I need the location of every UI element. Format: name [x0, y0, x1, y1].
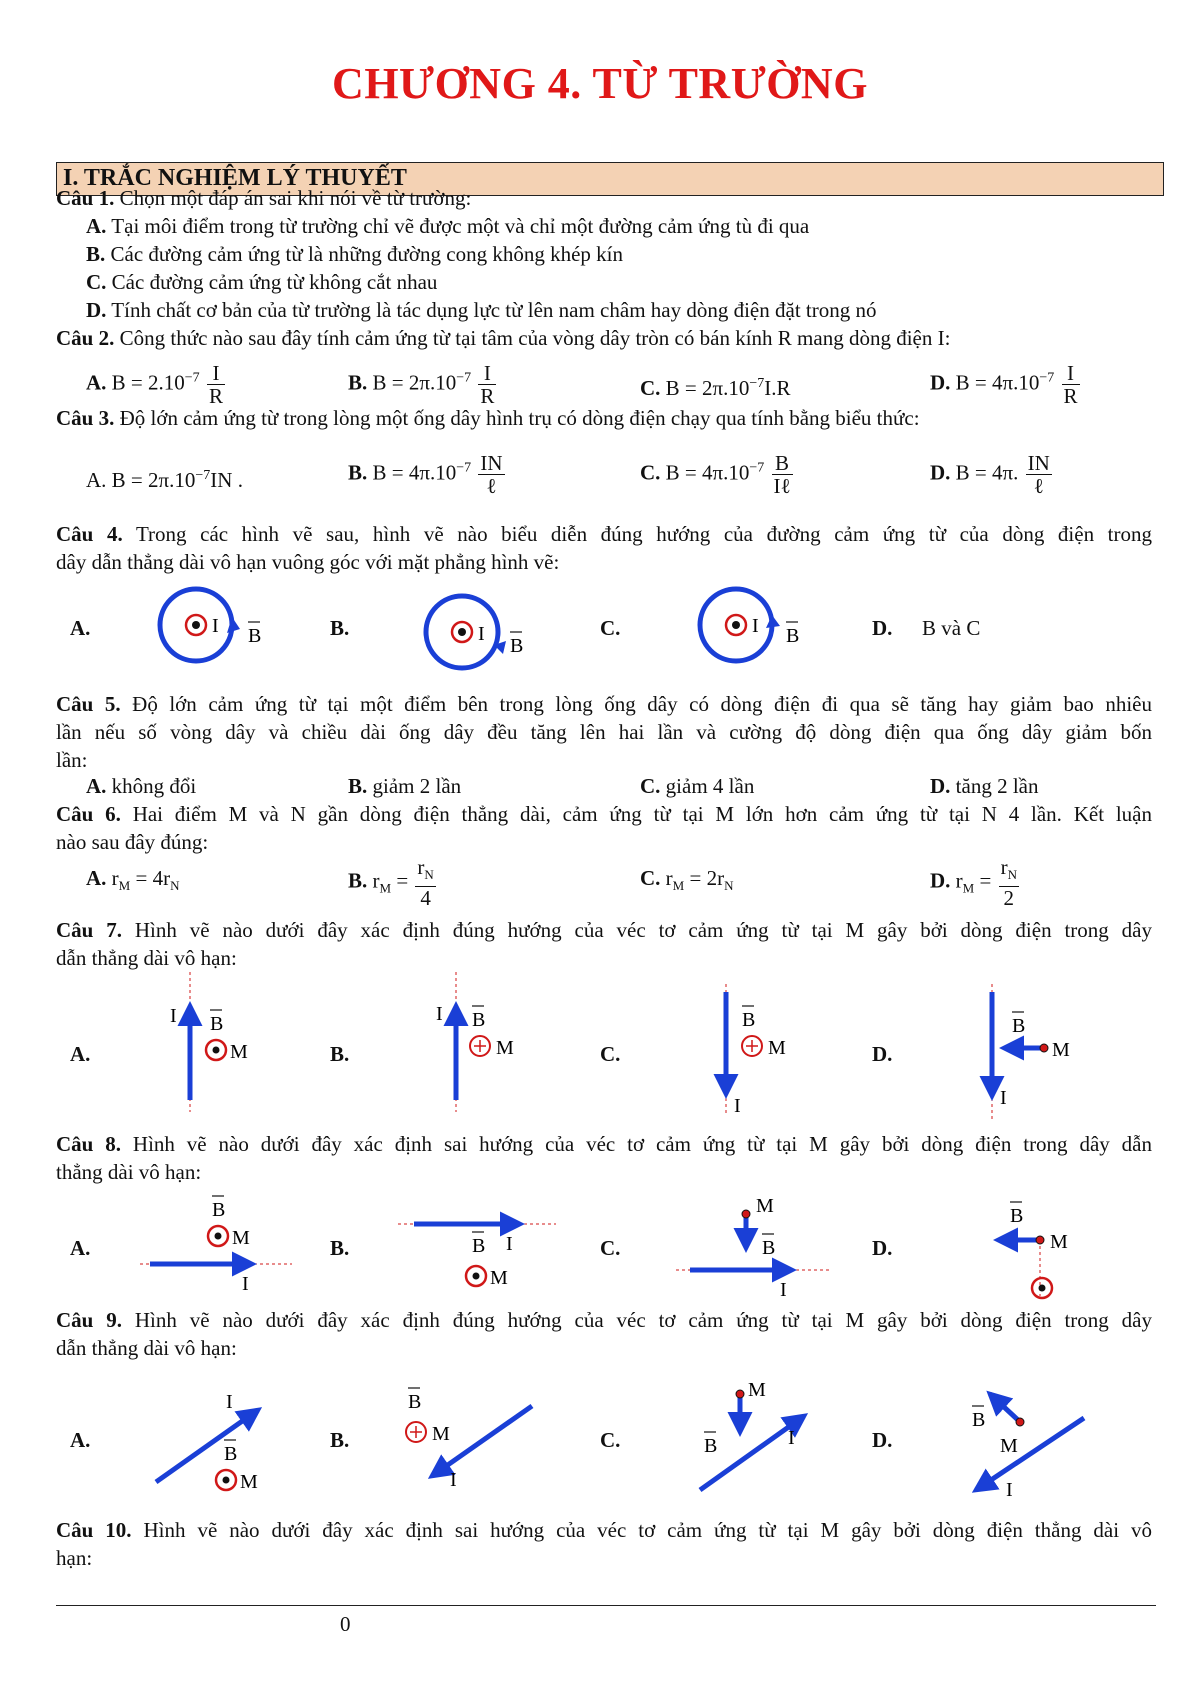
q4-a-current-label: I [212, 615, 219, 637]
q8-d-field-label: B [1010, 1205, 1024, 1227]
question-5-line1: Câu 5. Độ lớn cảm ứng từ tại một điểm bên trong lòng ống dây có dòng điện đi qua sẽ tăng hay giảm bao nhiêu [56, 692, 1152, 716]
q7-d-point-label: M [1052, 1039, 1070, 1061]
q4-label-d: D. [872, 616, 893, 640]
q4-b-current-label: I [478, 623, 485, 645]
question-10-line2: hạn: [56, 1546, 93, 1570]
q6-option-d: D. $r_M$ = $\frac{r_N}{2}$ [930, 855, 1017, 911]
q5-option-c: C. giảm 4 lần [640, 774, 755, 798]
q7-label-d: D. [872, 1042, 893, 1066]
q4-c-current-label: I [752, 615, 759, 637]
q4-figure-c [700, 589, 780, 661]
q8-figure-a [140, 1226, 292, 1264]
page-title: CHƯƠNG 4. TỪ TRƯỜNG [332, 59, 868, 108]
q8-label-a: A. [70, 1236, 91, 1260]
q8-label-c: C. [600, 1236, 621, 1260]
question-5-line3: lần: [56, 748, 88, 772]
q9-d-current-label: I [1006, 1479, 1013, 1501]
q2-option-b: B. $B = 2\pi.10^{-7}$ $\frac{I}{R}$ [348, 361, 495, 408]
q8-a-field-label: B [212, 1199, 226, 1221]
q7-label-b: B. [330, 1042, 350, 1066]
q1-option-c: C. Các đường cảm ứng từ không cắt nhau [86, 270, 438, 294]
q6-option-b: B. $r_M$ = $\frac{r_N}{4}$ [348, 855, 434, 911]
q4-label-a: A. [70, 616, 91, 640]
q7-a-point-label: M [230, 1041, 248, 1063]
q9-b-point-label: M [432, 1423, 450, 1445]
q7-label-c: C. [600, 1042, 621, 1066]
question-4-line2: dây dẫn thẳng dài vô hạn vuông góc với mặt phẳng hình vẽ: [56, 550, 560, 574]
q7-figure-a [190, 972, 226, 1112]
q2-option-d: D. $B = 4\pi.10^{-7}$ $\frac{I}{R}$ [930, 361, 1078, 408]
question-7-line1: Câu 7. Hình vẽ nào dưới đây xác định đúng hướng của véc tơ cảm ứng từ tại M gây bởi dòng điện trong dây [56, 918, 1152, 942]
q9-c-current-label: I [788, 1427, 795, 1449]
q3-option-c: C. $B = 4\pi.10^{-7}$ $\frac{B}{\text{Iℓ}}$ [640, 451, 791, 498]
q9-b-current-label: I [450, 1469, 457, 1491]
q4-figure-b [426, 596, 506, 668]
question-2: Câu 2. Công thức nào sau đây tính cảm ứng từ tại tâm của vòng dây tròn có bán kính R mang dòng điện I: [56, 326, 951, 350]
q4-a-field-label: B [248, 625, 262, 647]
question-9-line2: dẫn thẳng dài vô hạn: [56, 1336, 237, 1360]
q7-d-field-label: B [1012, 1015, 1026, 1037]
question-9-line1: Câu 9. Hình vẽ nào dưới đây xác định đúng hướng của véc tơ cảm ứng từ tại M gây bởi dòng điện trong dây [56, 1308, 1152, 1332]
q9-label-d: D. [872, 1428, 893, 1452]
q4-label-b: B. [330, 616, 350, 640]
question-6-line2: nào sau đây đúng: [56, 830, 209, 854]
q4-label-c: C. [600, 616, 621, 640]
page-number: 0 [340, 1612, 351, 1636]
q4-option-d-text: B và C [922, 616, 981, 640]
q7-c-point-label: M [768, 1037, 786, 1059]
q4-c-field-label: B [786, 625, 800, 647]
q8-c-current-label: I [780, 1279, 787, 1301]
q2-option-c: C. $B = 2\pi.10^{-7}I.R$ [640, 376, 791, 400]
q9-c-point-label: M [748, 1379, 766, 1401]
q9-d-field-label: B [972, 1409, 986, 1431]
section-title: I. TRẮC NGHIỆM LÝ THUYẾT [63, 165, 407, 191]
q7-d-current-label: I [1000, 1087, 1007, 1109]
q7-figure-b [456, 972, 490, 1112]
q8-label-d: D. [872, 1236, 893, 1260]
q8-a-point-label: M [232, 1227, 250, 1249]
q7-b-field-label: B [472, 1009, 486, 1031]
q9-d-point-label: M [1000, 1435, 1018, 1457]
q9-figure-d [976, 1394, 1084, 1490]
q8-a-current-label: I [242, 1273, 249, 1295]
q9-a-field-label: B [224, 1443, 238, 1465]
q1-option-a: A. Tại môi điểm trong từ trường chỉ vẽ được một và chỉ một đường cảm ứng tù đi qua [86, 214, 810, 238]
q7-figure-c [726, 984, 762, 1116]
q5-option-b: B. giảm 2 lần [348, 774, 462, 798]
question-7-line2: dẫn thẳng dài vô hạn: [56, 946, 237, 970]
q4-figure-a [160, 589, 240, 661]
q5-option-d: D. tăng 2 lần [930, 774, 1039, 798]
q7-a-current-label: I [170, 1005, 177, 1027]
q9-figure-b [406, 1406, 532, 1476]
question-1: Câu 1. Chọn một đáp án sai khi nói về từ trường: [56, 186, 472, 210]
question-4-line1: Câu 4. Trong các hình vẽ sau, hình vẽ nào biểu diễn đúng hướng của đường cảm ứng từ của dòng điện trong [56, 522, 1152, 546]
q8-b-current-label: I [506, 1233, 513, 1255]
q9-label-c: C. [600, 1428, 621, 1452]
q9-a-current-label: I [226, 1391, 233, 1413]
q7-b-current-label: I [436, 1003, 443, 1025]
q2-option-a: A. $B = 2.10^{-7}$ $\frac{I}{R}$ [86, 361, 223, 408]
q5-option-a: A. không đổi [86, 774, 197, 798]
question-8-line1: Câu 8. Hình vẽ nào dưới đây xác định sai hướng của véc tơ cảm ứng từ tại M gây bởi dòng điện trong dây dẫn [56, 1132, 1152, 1156]
q8-figure-d [998, 1236, 1052, 1298]
q8-b-point-label: M [490, 1267, 508, 1289]
q3-option-b: B. $B = 4\pi.10^{-7}$ $\frac{IN}{\text{ℓ}}$ [348, 451, 503, 498]
question-8-line2: thẳng dài vô hạn: [56, 1160, 202, 1184]
q3-option-d: D. B = 4π. $\frac{IN}{\text{ℓ}}$ [930, 451, 1050, 498]
question-10-line1: Câu 10. Hình vẽ nào dưới đây xác định sai hướng của véc tơ cảm ứng từ tại M gây bởi dòng điện thẳng dài vô [56, 1518, 1152, 1542]
q6-option-a: A. $r_M = 4r_N$ [86, 866, 180, 894]
q8-b-field-label: B [472, 1235, 486, 1257]
q7-c-field-label: B [742, 1009, 756, 1031]
q7-b-point-label: M [496, 1037, 514, 1059]
q3-option-a: A. $B = 2\pi.10^{-7}IN$ . [86, 468, 243, 492]
q8-d-point-label: M [1050, 1231, 1068, 1253]
q9-label-b: B. [330, 1428, 350, 1452]
q9-b-field-label: B [408, 1391, 422, 1413]
q7-label-a: A. [70, 1042, 91, 1066]
question-5-line2: lần nếu số vòng dây và chiều dài ống dây đều tăng lên hai lần và cường độ dòng điện qua ống dây giảm bốn [56, 720, 1152, 744]
q8-figure-c [676, 1210, 830, 1270]
q8-c-field-label: B [762, 1237, 776, 1259]
q6-option-c: C. $r_M = 2r_N$ [640, 866, 734, 894]
q4-b-field-label: B [510, 635, 524, 657]
question-3: Câu 3. Độ lớn cảm ứng từ trong lòng một ống dây hình trụ có dòng điện chạy qua tính bằng biểu thức: [56, 406, 920, 430]
footer-divider [56, 1605, 1156, 1606]
q9-c-field-label: B [704, 1435, 718, 1457]
q9-label-a: A. [70, 1428, 91, 1452]
q1-option-d: D. Tính chất cơ bản của từ trường là tác dụng lực từ lên nam châm hay dòng điện đặt trong nó [86, 298, 877, 322]
q9-a-point-label: M [240, 1471, 258, 1493]
q8-label-b: B. [330, 1236, 350, 1260]
q7-c-current-label: I [734, 1095, 741, 1117]
q8-c-point-label: M [756, 1195, 774, 1217]
q1-option-b: B. Các đường cảm ứng từ là những đường cong không khép kín [86, 242, 623, 266]
question-6-line1: Câu 6. Hai điểm M và N gần dòng điện thẳng dài, cảm ứng từ tại M lớn hơn cảm ứng từ tại N 4 lần. Kết luận [56, 802, 1152, 826]
q7-a-field-label: B [210, 1013, 224, 1035]
